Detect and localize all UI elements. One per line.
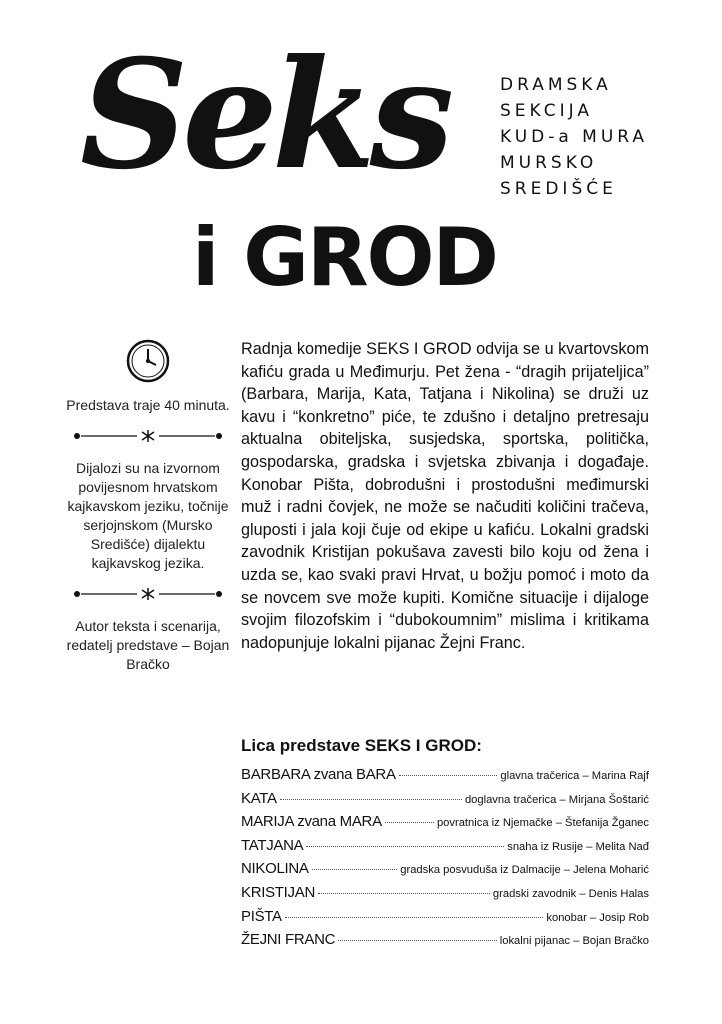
- dot-leader: [285, 917, 544, 918]
- cast-role: snaha iz Rusije – Melita Nađ: [507, 840, 649, 853]
- cast-name: KATA: [241, 789, 277, 807]
- logo-grod: [192, 211, 497, 304]
- cast-row: [241, 931, 649, 955]
- cast-heading: Lica predstave SEKS I GROD:: [241, 736, 482, 755]
- cast-role: glavna tračerica – Marina Rajf: [500, 770, 649, 782]
- company-line: DRAMSKA: [500, 75, 612, 95]
- cast-role: doglavna tračerica – Mirjana Šoštarić: [464, 793, 649, 806]
- cast-name: ŽEJNI FRANC: [241, 931, 336, 949]
- cast-role: lokalni pijanac – Bojan Bračko: [499, 935, 649, 948]
- cast-name: NIKOLINA: [241, 860, 309, 878]
- sidebar: [62, 338, 234, 674]
- cast-row: [241, 813, 649, 837]
- dialect-text: Dijalozi su na izvornom povijesnom hrvatskom kajkavskom jeziku, točnije serjojnskom (Mursko Središće) dijalektu kajkavskog jezika.: [67, 460, 229, 571]
- cast-role: konobar – Josip Rob: [546, 911, 649, 924]
- author-text: Autor teksta i scenarija, redatelj predstave – Bojan Bračko: [66, 618, 230, 672]
- company-line: SEKCIJA: [500, 101, 593, 121]
- dot-leader: [399, 775, 498, 776]
- cast-role: povratnica iz Njemačke – Štefanija Žganec: [436, 817, 649, 830]
- company-name: [500, 72, 648, 202]
- cast-name: PIŠTA: [241, 907, 282, 925]
- cast-row: [241, 884, 649, 908]
- dot-leader: [385, 822, 434, 823]
- dot-leader: [318, 893, 490, 894]
- company-line: KUD-a MURA: [500, 127, 649, 147]
- cast-name: KRISTIJAN: [241, 883, 315, 901]
- company-line: SREDIŠĆE: [500, 179, 617, 199]
- dot-leader: [306, 846, 504, 847]
- cast-name: MARIJA zvana MARA: [241, 813, 382, 831]
- cast-row: [241, 860, 649, 884]
- logo-script-seks: Seks: [80, 27, 449, 203]
- logo-conjunction: i: [192, 211, 218, 304]
- clock-icon: [125, 338, 171, 384]
- cast-row: [241, 766, 649, 790]
- cast-row: [241, 790, 649, 814]
- cast-role: gradski zavodnik – Denis Halas: [492, 887, 649, 900]
- logo-grod-word: GROD: [243, 211, 497, 304]
- ornament-divider-icon: [73, 429, 223, 443]
- dot-leader: [280, 799, 462, 800]
- ornament-divider-icon: [73, 587, 223, 601]
- company-line: MURSKO: [500, 153, 598, 173]
- cast-row: [241, 837, 649, 861]
- duration-text: Predstava traje 40 minuta.: [66, 397, 230, 413]
- dot-leader: [312, 869, 398, 870]
- plot-description: Radnja komedije SEKS I GROD odvija se u kvartovskom kafiću grada u Međimurju. Pet žena - “dragih prijateljica” (Barbara, Marija, Kata, Tatjana i Nikolina) se druži uz kavu i “konkretno” piće, te zdušno i detaljno pretresaju aktualna obiteljska, susjedska, sportska, politička, gospodarska, gradska i svjetska zbivanja i događaje. Konobar Pišta, dobrodušni i prostodušni međimurski muž i radni čovjek, ne može se načuditi količini tračeva, gluposti i jala koji čuje od ekipe u kafiću. Lokalni gradski zavodnik Kristijan pokušava zavesti bilo koju od žena i uzda se, kao svaki pravi Hrvat, u božju pomoć i moto da se novcem sve može kupiti. Komične situacije i dijaloge svojim filozofskim i “dubokoumnim” mislima i kritikama nadopunjuje lokalni pijanac Žejni Franc.: [241, 340, 649, 652]
- dot-leader: [338, 940, 497, 941]
- cast-role: gradska posvuduša iz Dalmacije – Jelena Moharić: [400, 864, 649, 877]
- cast-row: [241, 908, 649, 932]
- cast-list: [241, 766, 649, 955]
- cast-name: TATJANA: [241, 836, 304, 854]
- cast-name: BARBARA zvana BARA: [241, 766, 396, 783]
